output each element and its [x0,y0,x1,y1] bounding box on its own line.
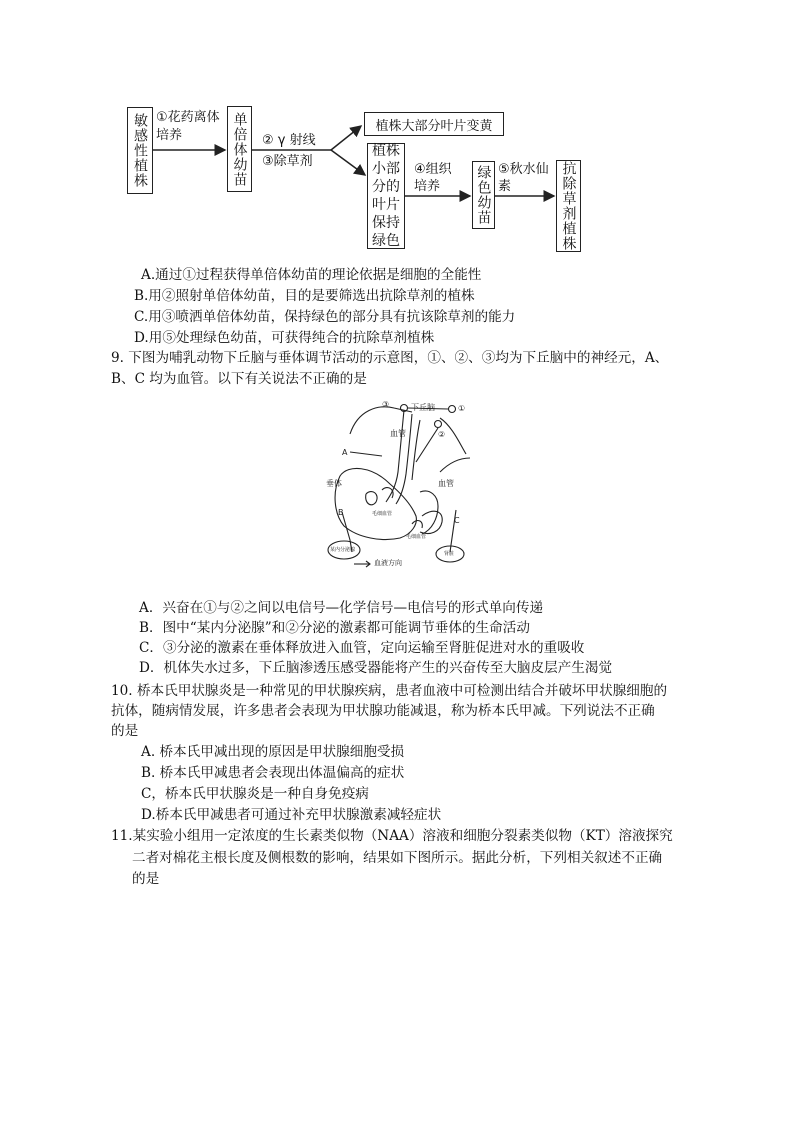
q10-option-c: C，桥本氏甲状腺炎是一种自身免疫病 [141,786,369,802]
label-pituitary: 垂体 [326,479,342,488]
label-gland: 某内分泌腺 [330,547,356,553]
q10-stem-line2: 抗体，随病情发展，许多患者会表现为甲状腺功能减退，称为桥本氏甲减。下列说法不正确 [111,703,655,719]
label-n2: ② [438,430,446,439]
q10-stem-line3: 的是 [111,723,139,739]
box-green-seedling-text: 绿色幼苗 [475,165,492,225]
step4-label: ④组织培养 [414,162,452,194]
q8-option-b: B.用②照射单倍体幼苗，目的是要筛选出抗除草剂的植株 [134,288,475,304]
label-kidney: 肾脏 [444,551,455,557]
q10-option-b: B. 桥本氏甲减患者会表现出体温偏高的症状 [141,765,405,781]
step3-label: ③除草剂 [262,154,313,169]
q10-option-d: D.桥本氏甲减患者可通过补充甲状腺激素减轻症状 [141,807,442,823]
label-vessel-top: 血管 [390,429,406,438]
q9-stem-line1: 9. 下图为哺乳动物下丘脑与垂体调节活动的示意图，①、②、③均为下丘脑中的神经元，A、 [111,350,669,366]
q8-option-d: D.用⑤处理绿色幼苗，可获得纯合的抗除草剂植株 [134,330,435,346]
q9-option-c: C．③分泌的激素在垂体释放进入血管，定向运输至肾脏促进对水的重吸收 [139,640,585,656]
q11-stem-line2: 二者对棉花主根长度及侧根数的影响，结果如下图所示。据此分析，下列相关叙述不正确 [132,850,663,866]
hypothalamus-pituitary-diagram [320,392,480,572]
box-leaves-green-text: 植株小部分的叶片保持绿色 [372,143,400,249]
q9-stem-line2: B、C 均为血管。以下有关说法不正确的是 [111,371,367,387]
label-flow: 血液方向 [374,559,402,567]
label-capillary1: 毛细血管 [372,511,393,517]
flowchart-arrows [0,0,794,260]
label-vessel-right: 血管 [438,479,454,488]
q11-stem-line1: 11.某实验小组用一定浓度的生长素类似物（NAA）溶液和细胞分裂素类似物（KT）溶液探究 [111,828,673,844]
step1-label: ①花药离体培养 [156,110,220,143]
q9-option-d: D．机体失水过多，下丘脑渗透压感受器能将产生的兴奋传至大脑皮层产生渴觉 [139,660,613,676]
step2-label: ② γ 射线 [262,133,316,148]
label-b: B [338,508,344,517]
q10-option-a: A. 桥本氏甲减出现的原因是甲状腺细胞受损 [141,744,405,760]
label-capillary2: 毛细血管 [406,534,427,540]
label-c: C [454,516,460,525]
label-hypothalamus: 下丘脑 [411,403,435,412]
q9-figure [320,392,480,572]
box-leaves-yellow-text: 植株大部分叶片变黄 [375,118,493,134]
label-a: A [342,448,348,457]
q9-option-b: B．图中“某内分泌腺”和②分泌的激素都可能调节垂体的生命活动 [139,620,530,636]
box-sensitive-plant-text: 敏感性植株 [132,113,148,188]
q8-option-a: A.通过①过程获得单倍体幼苗的理论依据是细胞的全能性 [141,267,482,283]
label-n1: ① [458,404,466,413]
q11-stem-line3: 的是 [132,871,160,887]
q8-option-c: C.用③喷洒单倍体幼苗，保持绿色的部分具有抗该除草剂的能力 [134,309,516,325]
box-haploid-seedling-text: 单倍体幼苗 [231,111,248,187]
step5-label: ⑤秋水仙素 [498,162,549,194]
q10-stem-line1: 10. 桥本氏甲状腺炎是一种常见的甲状腺疾病，患者血液中可检测出结合并破坏甲状腺细胞的 [111,683,668,699]
q9-option-a: A．兴奋在①与②之间以电信号—化学信号—电信号的形式单向传递 [139,600,544,616]
box-resistant-plant-text: 抗除草剂植株 [560,161,577,251]
label-n3: ③ [382,400,390,409]
